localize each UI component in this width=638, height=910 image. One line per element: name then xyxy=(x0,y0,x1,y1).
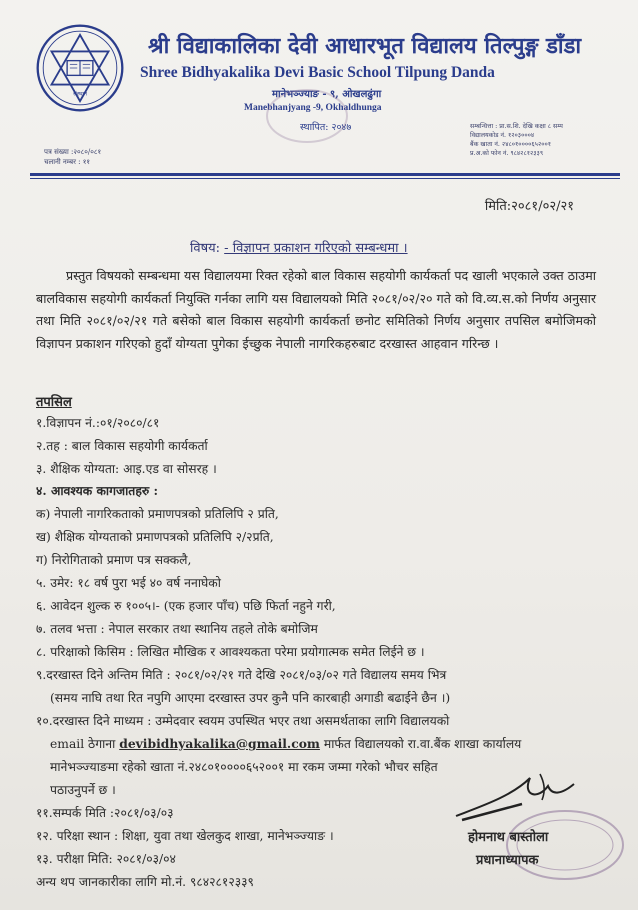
body-paragraph: प्रस्तुत विषयको सम्बन्धमा यस विद्यालयमा रिक्त रहेको बाल विकास सहयोगी कार्यकर्ता पद खाली भएकाले उक्त ठाउमा बालविकास सहयोगी कार्यकर्ता नियुक्ति गर्नका लागि यस विद्यालयको मिति २०८१/०२/२० गते को वि.व्य.स.को निर्णय अनुसार तथा मिति २०८१/०२/२१ गते बसेको बाल विकास सहयोगी कार्यकर्ता छनोट समितिको निर्णय अनुसार तपसिल बमोजिमको विज्ञापन प्रकाशन गरिएको हुदाँ योग्यता पुगेका ईच्छुक नेपाली नागरिकहरुबाट दरखास्त आहवान गरिन्छ । xyxy=(36,268,596,351)
reference-block xyxy=(44,147,101,167)
svg-text:संस्थान: संस्थान xyxy=(73,91,87,98)
subject-text: - विज्ञापन प्रकाशन गरिएको सम्बन्धमा । xyxy=(224,241,408,256)
info-line: सम्बन्धित्ता : प्रा.स.शि. देखि कक्षा ८ सम्म xyxy=(470,123,563,130)
details-heading: तपसिल xyxy=(36,395,72,410)
email-suffix: मार्फत विद्यालयको रा.वा.बैंक शाखा कार्यालय xyxy=(323,737,522,751)
detail-line: पठाउनुपर्ने छ । xyxy=(50,783,116,797)
header-divider-thin xyxy=(30,178,620,179)
signatory-title: प्रधानाध्यापक xyxy=(476,853,539,868)
established-year: स्थापित: २०४७ xyxy=(300,122,352,133)
detail-line: १०.दरखास्त दिने माध्यम : उम्मेदवार स्वयम उपस्थित भएर तथा असमर्थताका लागि विद्यालयको xyxy=(36,714,450,728)
school-info-block xyxy=(470,122,630,158)
detail-line: ६. आवेदन शुल्क रु १००५।- (एक हजार पाँच) पछि फिर्ता नहुने गरी, xyxy=(36,599,336,613)
info-line: बैंक खाता नं. २४८०१००००६५२००१ xyxy=(470,141,552,148)
school-logo-icon xyxy=(34,22,126,114)
detail-line: ११.सम्पर्क मिति :२०८१/०३/०३ xyxy=(36,806,174,820)
detail-line: ग) निरोगिताको प्रमाण पत्र सक्कलै, xyxy=(36,553,192,567)
detail-line: मानेभञ्ज्याङमा रहेको खाता नं.२४८०१००००६५२००१ मा रकम जम्मा गरेको भौचर सहित xyxy=(50,760,438,774)
subject-label: विषय: xyxy=(190,241,221,256)
signature-icon xyxy=(452,766,582,826)
detail-line: ४. आवश्यक कागजातहरु : xyxy=(36,483,159,498)
info-line: प्र.अ.को फोन नं. ९८४२८१२३३९ xyxy=(470,150,544,157)
detail-line: ख) शैक्षिक योग्यताको प्रमाणपत्रको प्रतिलिपि २/२प्रति, xyxy=(36,530,274,544)
detail-line: १.विज्ञापन नं.:०१/२०८०/८१ xyxy=(36,416,160,430)
detail-line: (समय नाघि तथा रित नपुगि आएमा दरखास्त उपर कुनै पनि कारबाही अगाडी बढाईने छैन ।) xyxy=(50,691,451,705)
letter-date: मिति:२०८१/०२/२१ xyxy=(484,199,574,214)
detail-line: १३. परीक्षा मिति: २०८१/०३/०४ xyxy=(36,852,176,866)
school-name-english: Shree Bidhyakalika Devi Basic School Tilpung Danda xyxy=(140,64,495,81)
detail-line: २.तह : बाल विकास सहयोगी कार्यकर्ता xyxy=(36,439,208,453)
dispatch-number: चलानी नम्बर : ११ xyxy=(44,158,91,166)
detail-line: ७. तलव भत्ता : नेपाल सरकार तथा स्थानिय तहले तोके बमोजिम xyxy=(36,622,318,636)
header-divider xyxy=(30,173,620,176)
subject-line xyxy=(190,238,408,256)
email-line xyxy=(50,735,521,752)
faded-stamp-icon xyxy=(262,86,352,146)
info-line: विद्यालयकोड नं. १२०३०००४ xyxy=(470,132,535,139)
detail-line: ३. शैक्षिक योग्यता: आइ.एड वा सोसरह । xyxy=(36,462,217,476)
reference-number: पत्र संख्या :२०८०/०८१ xyxy=(44,148,102,156)
contact-line: अन्य थप जानकारीका लागि मो.नं. ९८४२८१२३३९ xyxy=(36,875,254,889)
detail-line: १२. परिक्षा स्थान : शिक्षा, युवा तथा खेलकुद शाखा, मानेभञ्ज्याङ । xyxy=(36,829,334,843)
detail-line: ८. परिक्षाको किसिम : लिखित मौखिक र आवश्यकता परेमा प्रयोगात्मक समेत लिईने छ । xyxy=(36,645,425,659)
signatory-name: होमनाथ बास्तोला xyxy=(468,830,549,845)
detail-line: क) नेपाली नागरिकताको प्रमाणपत्रको प्रतिलिपि २ प्रति, xyxy=(36,507,279,521)
school-name-nepali: श्री विद्याकालिका देवी आधारभूत विद्यालय तिल्पुङ्ग डाँडा xyxy=(148,33,582,59)
address-english: Manebhanjyang -9, Okhaldhunga xyxy=(244,103,382,113)
email-link[interactable]: devibidhyakalika@gmail.com xyxy=(119,736,320,751)
detail-line: ५. उमेर: १८ वर्ष पुरा भई ४० वर्ष ननाघेको xyxy=(36,576,221,590)
address-nepali: मानेभञ्ज्याङ - ९, ओखलढुंगा xyxy=(272,89,382,100)
email-prefix: email ठेगाना xyxy=(50,737,116,751)
detail-line: ९.दरखास्त दिने अन्तिम मिति : २०८१/०२/२१ गते देखि २०८१/०३/०२ गते विद्यालय समय भित्र xyxy=(36,668,447,682)
